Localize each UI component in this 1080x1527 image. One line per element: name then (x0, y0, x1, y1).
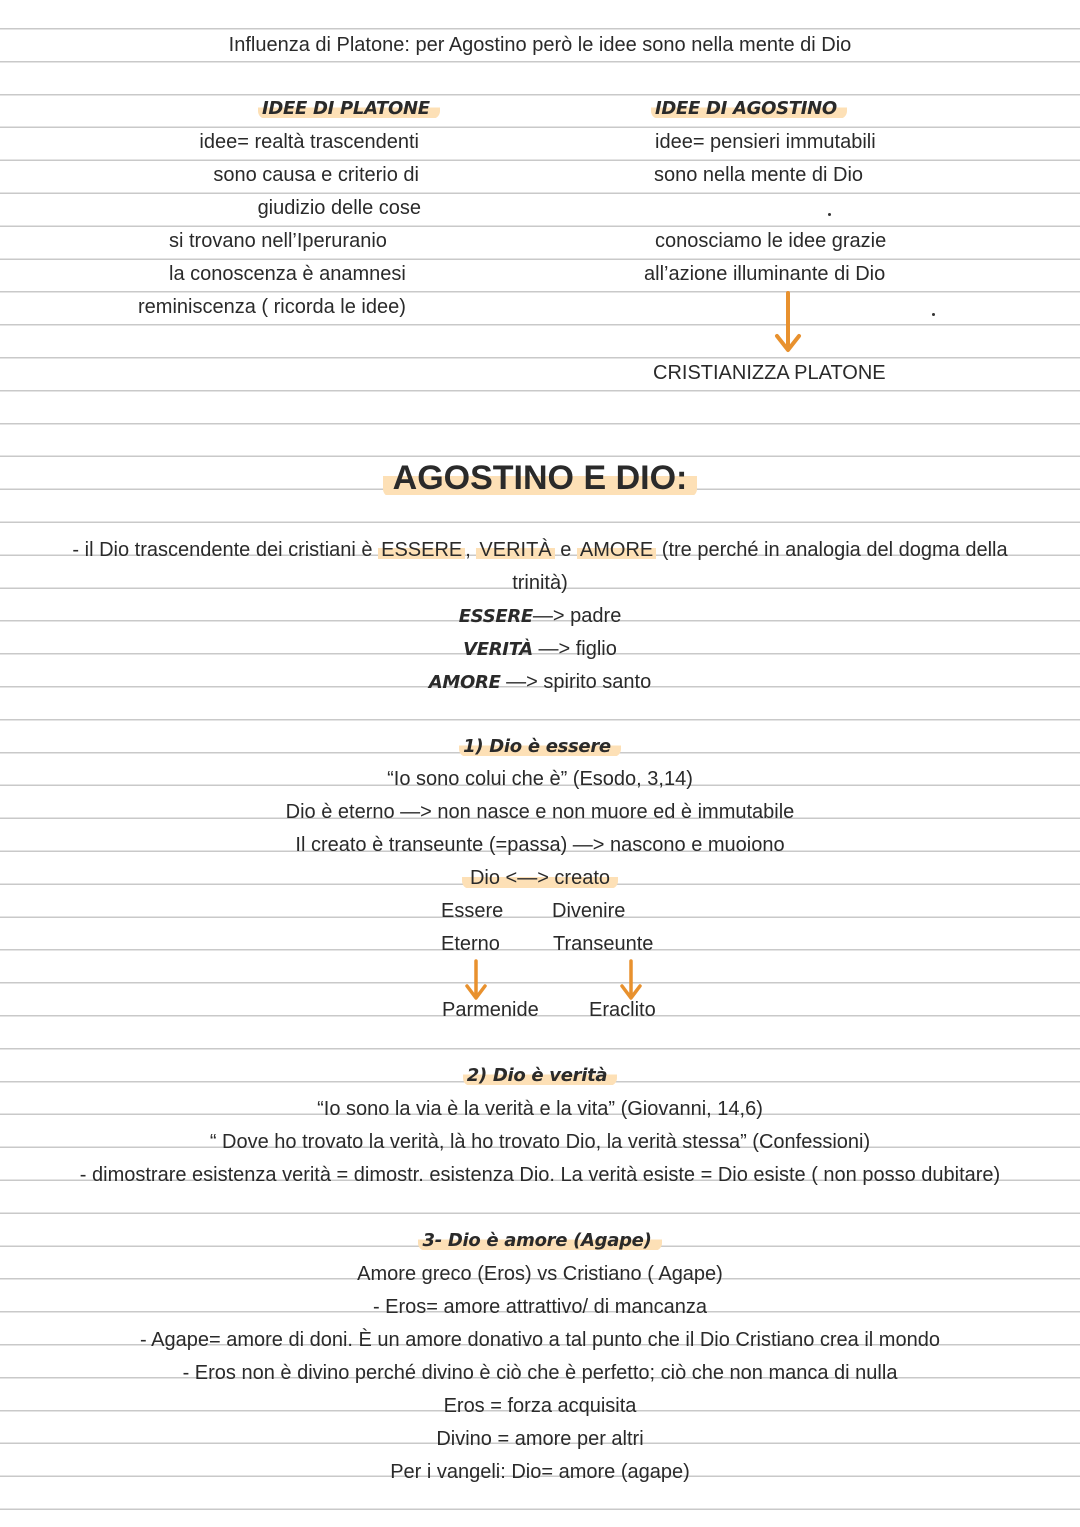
platone-line: giudizio delle cose (257, 197, 421, 219)
arrow-down-icon (774, 290, 802, 354)
platone-line: la conoscenza è anamnesi (169, 263, 406, 285)
amore-line: - Eros non è divino perché divino è ciò che è perfetto; ciò che non manca di nulla (182, 1362, 898, 1384)
stray-dot (932, 313, 935, 316)
essere-heading: 1) Dio è essere (0, 735, 1080, 759)
verita-heading: 2) Dio è verità (0, 1064, 1080, 1088)
essere-contrast: Dio <—> creato (0, 866, 1080, 890)
trinity-map-item: VERITÀ —> figlio (463, 638, 617, 660)
philosopher-eraclito: Eraclito (589, 999, 656, 1021)
essere-line: Il creato è transeunte (=passa) —> nascono e muoiono (295, 834, 785, 856)
essere-col-right: Transeunte (553, 933, 654, 955)
amore-line: Per i vangeli: Dio= amore (agape) (390, 1461, 690, 1483)
stray-dot (828, 213, 831, 216)
trinity-map-item: ESSERE—> padre (458, 605, 622, 627)
amore-line: Divino = amore per altri (436, 1428, 644, 1450)
trinity-map-item: AMORE —> spirito santo (428, 671, 652, 693)
agostino-line: sono nella mente di Dio (654, 164, 864, 186)
arrow-down-icon (464, 958, 488, 1002)
philosopher-parmenide: Parmenide (442, 999, 539, 1021)
essere-col-right: Divenire (552, 900, 626, 922)
agostino-heading: IDEE DI AGOSTINO (651, 97, 847, 121)
platone-line: reminiscenza ( ricorda le idee) (138, 296, 406, 318)
amore-line: Eros = forza acquisita (443, 1395, 637, 1417)
essere-col-left: Essere (441, 900, 504, 922)
platone-heading: IDEE DI PLATONE (258, 97, 440, 121)
amore-heading: 3- Dio è amore (Agape) (0, 1229, 1080, 1253)
agostino-line: idee= pensieri immutabili (655, 131, 876, 153)
agostino-line: conosciamo le idee grazie (655, 230, 887, 252)
trinity-intro-cont: trinità) (512, 572, 568, 594)
agostino-conclusion: CRISTIANIZZA PLATONE (653, 362, 886, 384)
platone-line: idee= realtà trascendenti (199, 131, 419, 153)
agostino-line: all’azione illuminante di Dio (644, 263, 886, 285)
arrow-down-icon (619, 958, 643, 1002)
section-title: AGOSTINO E DIO: (0, 458, 1080, 498)
platone-line: si trovano nell’Iperuranio (169, 230, 387, 252)
verita-line: - dimostrare esistenza verità = dimostr. esistenza Dio. La verità esiste = Dio esiste ( non posso dubitare) (79, 1164, 1001, 1186)
platone-line: sono causa e criterio di (213, 164, 419, 186)
trinity-intro: - il Dio trascendente dei cristiani è ESSERE , VERITÀ e AMORE (tre perché in analogia del dogma della (72, 539, 1008, 561)
essere-quote: “Io sono colui che è” (Esodo, 3,14) (387, 768, 693, 790)
amore-line: Amore greco (Eros) vs Cristiano ( Agape) (357, 1263, 723, 1285)
amore-line: - Eros= amore attrattivo/ di mancanza (372, 1296, 708, 1318)
essere-col-left: Eterno (441, 933, 500, 955)
amore-line: - Agape= amore di doni. È un amore donativo a tal punto che il Dio Cristiano crea il mondo (140, 1329, 940, 1351)
essere-line: Dio è eterno —> non nasce e non muore ed è immutabile (285, 801, 795, 823)
intro-line: Influenza di Platone: per Agostino però le idee sono nella mente di Dio (228, 34, 852, 56)
verita-quote: “ Dove ho trovato la verità, là ho trovato Dio, la verità stessa” (Confessioni) (209, 1131, 871, 1153)
verita-quote: “Io sono la via è la verità e la vita” (Giovanni, 14,6) (317, 1098, 763, 1120)
